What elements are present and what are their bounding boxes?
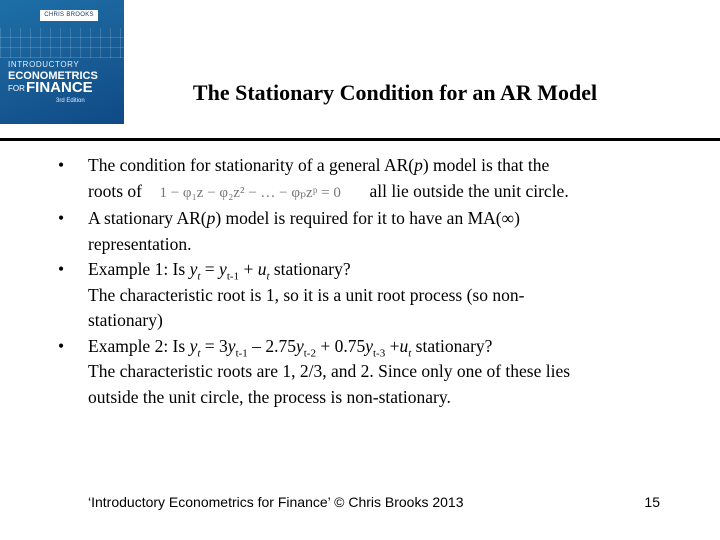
- text: y: [365, 335, 373, 356]
- cover-author: CHRIS BROOKS: [40, 10, 98, 21]
- bullet-marker: •: [58, 155, 65, 175]
- bullet-3-line-1: [88, 257, 656, 283]
- text: y: [227, 335, 236, 356]
- bullet-marker: •: [58, 208, 65, 228]
- text: +: [239, 259, 258, 279]
- text: t-1: [226, 270, 240, 283]
- text: t: [266, 270, 270, 283]
- bullet-marker: •: [58, 335, 65, 356]
- cover-title-line1: INTRODUCTORY: [8, 60, 80, 69]
- footer-citation: ‘Introductory Econometrics for Finance’ © Chris Brooks 2013: [88, 494, 464, 510]
- page-number: 15: [644, 494, 660, 510]
- text: ) model is required for it to have an MA(∞): [215, 208, 520, 228]
- cover-edition: 3rd Edition: [56, 98, 85, 104]
- bullet-item-4: [58, 334, 656, 411]
- text: + 0.75: [315, 335, 366, 356]
- text: t-3: [372, 347, 386, 359]
- bullet-4-line-2: The characteristic roots are 1, 2/3, and 2. Since only one of these lies: [88, 361, 571, 381]
- text: = 3: [200, 335, 228, 356]
- slide-title: The Stationary Condition for an AR Model: [192, 80, 598, 105]
- bullet-1-line-2: [88, 179, 656, 207]
- text: t-1: [235, 347, 248, 359]
- text: Example 2: Is: [88, 335, 186, 356]
- bullet-2-line-1: [88, 206, 656, 232]
- bullet-3-line-3: stationary): [88, 310, 163, 330]
- bullet-item-2: [58, 206, 656, 257]
- text: A stationary AR(: [88, 208, 207, 228]
- bullet-item-1: [58, 153, 656, 206]
- text: ) model is that the: [422, 155, 550, 175]
- slide-body: [58, 153, 656, 410]
- text: =: [200, 259, 220, 279]
- text: t: [197, 270, 201, 283]
- text: p: [414, 155, 423, 175]
- text: t: [408, 347, 412, 359]
- text: t-2: [303, 347, 316, 359]
- text: – 2.75: [247, 335, 296, 356]
- text: u: [257, 259, 267, 279]
- text: stationary?: [269, 259, 351, 279]
- bullet-3-line-2: The characteristic root is 1, so it is a unit root process (so non-: [88, 284, 525, 305]
- bullet-4-line-1: [88, 334, 656, 360]
- text: p: [206, 208, 216, 228]
- bullet-4-line-3: outside the unit circle, the process is non-stationary.: [88, 386, 451, 407]
- text: +: [385, 335, 400, 356]
- bullet-1-line-1: [88, 153, 656, 179]
- text: y: [219, 259, 227, 279]
- text: y: [189, 335, 198, 356]
- text: t: [197, 347, 201, 359]
- text: The condition for stationarity of a general AR(: [88, 155, 415, 175]
- book-cover-image: [0, 0, 124, 124]
- bullet-item-3: [58, 257, 656, 334]
- text: stationary?: [411, 335, 493, 356]
- cover-title-line2: ECONOMETRICS: [8, 70, 98, 82]
- characteristic-equation: 1 − φ₁z − φ₂z² − … − φₚzᵖ = 0: [159, 184, 341, 201]
- cover-title-line4: FINANCE: [26, 79, 93, 96]
- text: Example 1: Is: [88, 259, 186, 279]
- title-divider: [0, 138, 720, 141]
- text: u: [399, 335, 409, 356]
- text: all lie outside the unit circle.: [369, 180, 569, 201]
- cover-pattern: [0, 28, 124, 58]
- text: y: [189, 259, 198, 279]
- cover-title-line3: FOR: [8, 84, 25, 93]
- bullet-marker: •: [58, 259, 65, 279]
- bullet-2-line-2: representation.: [88, 233, 192, 254]
- text: roots of: [88, 180, 142, 201]
- text: y: [295, 335, 304, 356]
